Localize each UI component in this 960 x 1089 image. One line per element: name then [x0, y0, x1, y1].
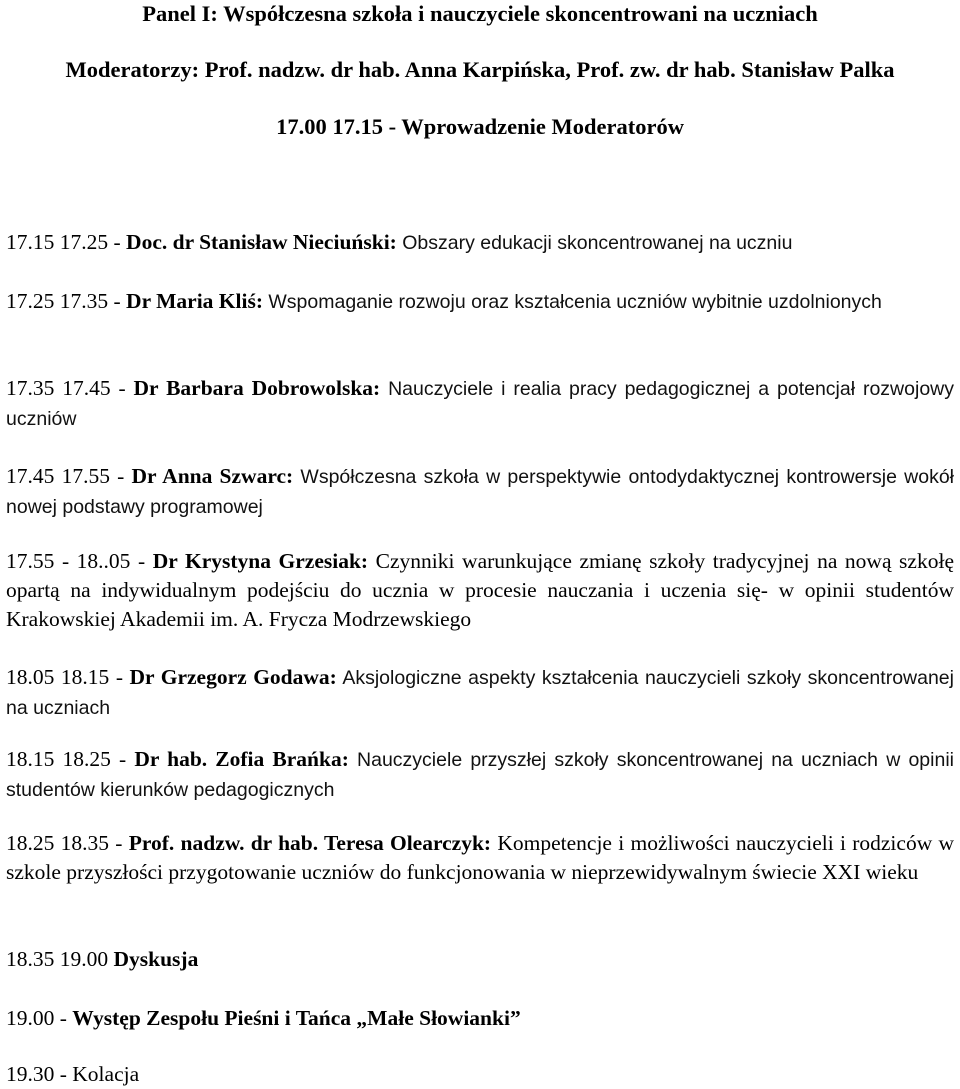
- entry-time: 17.25 17.35 -: [6, 289, 127, 313]
- schedule-entry-8: [6, 829, 954, 887]
- entry-speaker: Prof. nadzw. dr hab. Teresa Olearczyk:: [128, 831, 492, 855]
- intro-time: 17.00 17.15 -: [276, 114, 402, 139]
- entry-speaker: Dr hab. Zofia Brańka:: [134, 747, 349, 771]
- panel-title: Panel I: Współczesna szkoła i nauczyciele skoncentrowani na uczniach: [142, 1, 818, 26]
- schedule-entry-6: [6, 663, 954, 723]
- entry-topic: Wspomaganie rozwoju oraz kształcenia uczniów wybitnie uzdolnionych: [262, 291, 882, 313]
- entry-speaker: Doc. dr Stanisław Nieciuński:: [126, 230, 397, 254]
- performance-line: [6, 1004, 954, 1033]
- intro-line: [0, 113, 960, 141]
- entry-speaker: Dr Grzegorz Godawa:: [129, 665, 337, 689]
- entry-time: 18.25 18.35 -: [6, 831, 129, 855]
- entry-speaker: Dr Barbara Dobrowolska:: [133, 376, 381, 400]
- entry-time: 18.15 18.25 -: [6, 747, 135, 771]
- performance-time: 19.00 -: [6, 1006, 73, 1030]
- schedule-entry-7: [6, 745, 954, 805]
- schedule-entry-4: [6, 462, 954, 522]
- entry-topic: Czynniki warunkujące zmianę szkoły tradycyjnej na nową szkołę opartą na indywidualnym podejściu do ucznia w procesie nauczania i uczenia się- w opinii studentów Krakowskiej Akademii im. A. Frycza Modrzewskiego: [6, 549, 954, 631]
- entry-topic: Nauczyciele przyszłej szkoły skoncentrowanej na uczniach w opinii studentów kierunków pedagogicznych: [6, 749, 954, 801]
- entry-topic: Aksjologiczne aspekty kształcenia nauczycieli szkoły skoncentrowanej na uczniach: [6, 667, 954, 719]
- entry-speaker: Dr Anna Szwarc:: [131, 464, 294, 488]
- performance-label: Występ Zespołu Pieśni i Tańca „Małe Słowianki”: [72, 1006, 521, 1030]
- entry-time: 17.15 17.25 -: [6, 230, 127, 254]
- discussion-time: 18.35 19.00: [6, 947, 114, 971]
- entry-topic: Kompetencje i możliwości nauczycieli i rodziców w szkole przyszłości przygotowanie uczniów do funkcjonowania w nieprzewidywalnym świecie XXI wieku: [6, 831, 955, 884]
- discussion-label: Dyskusja: [113, 947, 199, 971]
- entry-time: 17.45 17.55 -: [6, 464, 132, 488]
- schedule-entry-1: [6, 228, 954, 258]
- entry-topic: Współczesna szkoła w perspektywie ontodydaktycznej kontrowersje wokół nowej podstawy programowej: [6, 466, 954, 518]
- discussion-line: [6, 945, 954, 974]
- entry-time: 18.05 18.15 -: [6, 665, 130, 689]
- schedule-entry-5: [6, 547, 954, 634]
- schedule-entry-2: [6, 287, 954, 317]
- entry-speaker: Dr Maria Kliś:: [126, 289, 263, 313]
- entry-topic: Obszary edukacji skoncentrowanej na uczniu: [396, 232, 793, 254]
- intro-label: Wprowadzenie Moderatorów: [401, 114, 684, 139]
- entry-speaker: Dr Krystyna Grzesiak:: [152, 549, 369, 573]
- entry-topic: Nauczyciele i realia pracy pedagogicznej a potencjał rozwojowy uczniów: [6, 378, 954, 430]
- entry-time: 17.35 17.45 -: [6, 376, 134, 400]
- entry-time: 17.55 - 18..05 -: [6, 549, 153, 573]
- moderators-line: Moderatorzy: Prof. nadzw. dr hab. Anna Karpińska, Prof. zw. dr hab. Stanisław Palka: [65, 57, 895, 82]
- schedule-entry-3: [6, 374, 954, 434]
- dinner-line: 19.30 - Kolacja: [6, 1062, 140, 1086]
